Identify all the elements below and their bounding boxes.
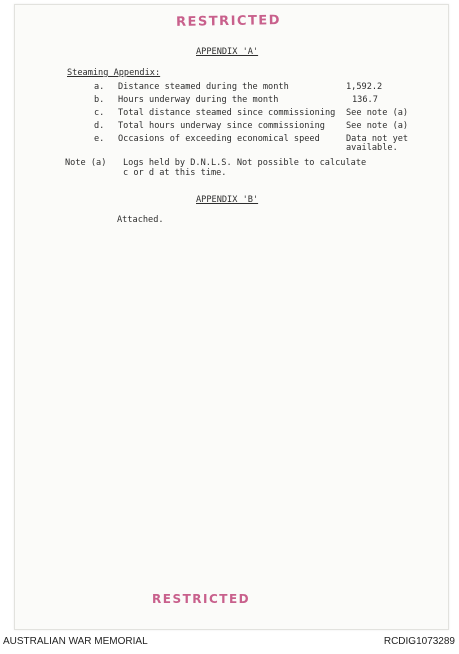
footer-source: AUSTRALIAN WAR MEMORIAL (3, 636, 148, 647)
item-value: Data not yet (346, 134, 409, 144)
footer-record-id: RCDIG1073289 (383, 636, 455, 647)
item-value: See note (a) (346, 108, 409, 118)
steaming-appendix-title: Steaming Appendix: (67, 68, 161, 78)
item-label: Total hours underway since commissioning (118, 121, 325, 131)
note-label: Note (a) (65, 158, 107, 168)
item-label: Distance steamed during the month (118, 82, 289, 92)
note-text-line2: c or d at this time. (123, 168, 227, 178)
note-text-line1: Logs held by D.N.L.S. Not possible to calculate (123, 158, 367, 168)
appendix-a-heading: APPENDIX 'A' (196, 47, 259, 57)
appendix-b-heading: APPENDIX 'B' (196, 195, 259, 205)
restricted-stamp-top: RESTRICTED (175, 13, 282, 30)
item-label: Occasions of exceeding economical speed (118, 134, 320, 144)
item-label: Hours underway during the month (118, 95, 279, 105)
appendix-b-text: Attached. (117, 215, 164, 225)
item-letter: a. (94, 82, 105, 92)
item-letter: c. (94, 108, 105, 118)
item-value-continued: available. (346, 143, 398, 153)
item-letter: d. (94, 121, 105, 131)
item-letter: e. (94, 134, 105, 144)
item-letter: b. (94, 95, 105, 105)
item-value: 136.7 (352, 95, 378, 105)
restricted-stamp-bottom: RESTRICTED (152, 592, 251, 606)
item-value: 1,592.2 (346, 82, 383, 92)
item-value: See note (a) (346, 121, 409, 131)
item-label: Total distance steamed since commissioning (118, 108, 336, 118)
